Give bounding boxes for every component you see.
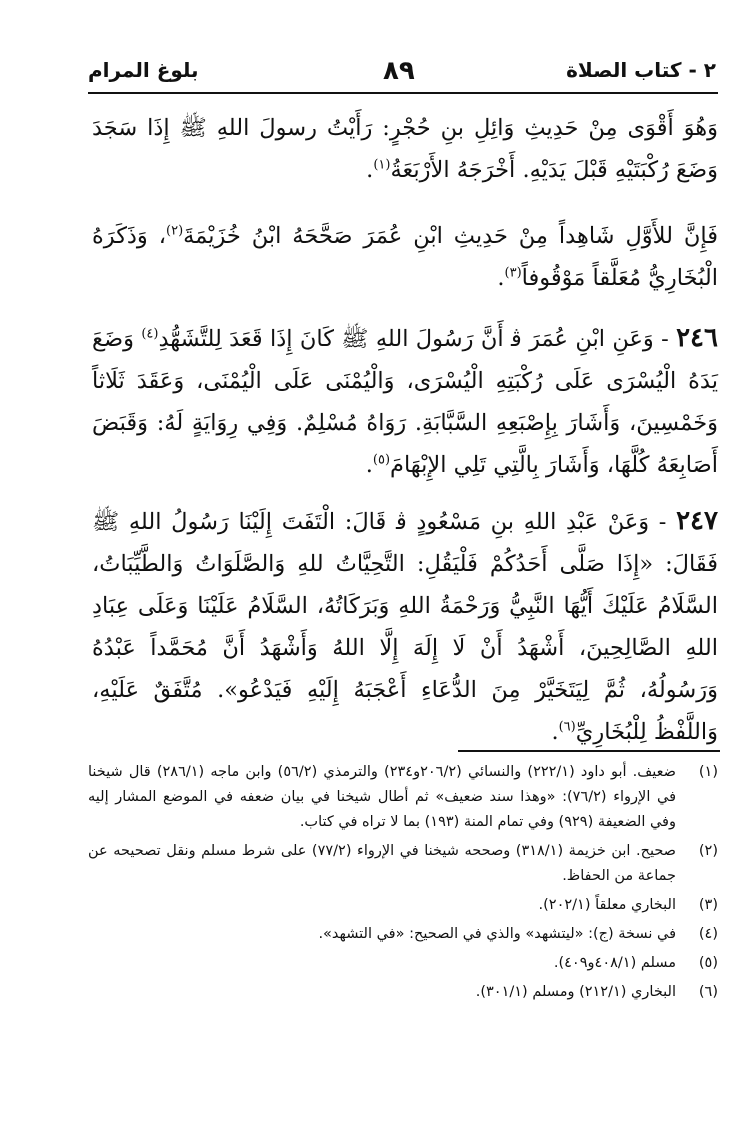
footnote-text: صحيح. ابن خزيمة (٣١٨/١) وصححه شيخنا في الإرواء (٧٧/٢) على شرط مسلم ونقل تصحيحه عن جماعة من الحفاظ. [88, 843, 676, 884]
hadith-text: - وَعَنِ ابْنِ عُمَرَ ﭬ أَنَّ رَسُولَ اللهِ ﷺ كَانَ إِذَا قَعَدَ لِلتَّشَهُّدِ [158, 326, 677, 352]
footnote-number: (٢) [698, 843, 718, 859]
footnote-number: (٥) [698, 955, 718, 971]
paragraph-text: فَإِنَّ للأَوَّلِ شَاهِداً مِنْ حَدِيثِ ابْنِ عُمَرَ صَحَّحَهُ ابْنُ خُزَيْمَةَ [183, 223, 719, 249]
footnote-divider [458, 750, 720, 752]
paragraph-1: وَهُوَ أَقْوَى مِنْ حَدِيثِ وَائِلِ بنِ حُجْرٍ: رَأَيْتُ رسولَ اللهِ ﷺ إِذَا سَجَدَ وَضَعَ رُكْبَتَيْهِ قَبْلَ يَدَيْهِ. أَخْرَجَهُ الأَرْبَعَةُ$^{(١)}$. [92, 115, 718, 183]
footnote-ref: (٥) [372, 452, 391, 468]
footnote-ref: (٣) [504, 265, 522, 281]
footnote-item [88, 980, 718, 1005]
hadith-247 [92, 500, 718, 753]
paragraph-end: . [551, 719, 559, 745]
paragraph-end: . [365, 452, 373, 478]
footnote-ref: (٢) [166, 223, 184, 239]
footnote-ref: (١) [373, 157, 391, 173]
header-divider [88, 92, 718, 94]
page-number: ٨٩ [383, 56, 415, 86]
paragraph-end: . [497, 265, 505, 291]
footnote-item [88, 760, 718, 835]
footnote-text: في نسخة (ج): «ليتشهد» والذي في الصحيح: «في التشهد». [318, 926, 676, 942]
footnote-item [88, 893, 718, 918]
footnotes [88, 760, 718, 1009]
paragraph-2 [92, 215, 718, 299]
footnote-item [88, 951, 718, 976]
hadith-246 [92, 317, 718, 486]
hadith-number: ٢٤٦ [676, 323, 718, 353]
page-header [88, 58, 716, 94]
footnote-number: (٦) [698, 984, 718, 1000]
footnote-text: ضعيف. أبو داود (٢٢٢/١) والنسائي (٢٠٦/٢و٢٣٤) والترمذي (٥٦/٢) وابن ماجه (٢٨٦/١) قال شيخنا في الإرواء (٧٦/٢): «وهذا سند ضعيف» ثم أطال شيخنا في بيان ضعفه في الموضع المشار إليه وفي الضعيفة (٩٢٩) وفي تمام المنة (١٩٣) بما لا تراه في كتاب. [88, 764, 677, 830]
book-title: بلوغ المرام [88, 58, 199, 82]
footnote-ref: (٤) [141, 326, 159, 342]
hadith-text: وَضَعَ يَدَهُ الْيُسْرَى عَلَى رُكْبَتِهِ الْيُسْرَى، وَالْيُمْنَى عَلَى الْيُمْنَى، وَعَقَدَ ثَلَاثاً وَخَمْسِينَ، وَأَشَارَ بِإِصْبَعِهِ السَّبَّابَةِ. رَوَاهُ مُسْلِمٌ. وَفِي رِوَايَةٍ لَهُ: وَقَبَضَ أَصَابِعَهُ كُلَّهَا، وَأَشَارَ بِالَّتِي تَلِي الإِبْهَامَ [92, 326, 718, 478]
footnote-number: (١) [698, 764, 718, 780]
paragraph-text: وَهُوَ أَقْوَى مِنْ حَدِيثِ وَائِلِ بنِ حُجْرٍ: رَأَيْتُ رسولَ اللهِ ﷺ إِذَا سَجَدَ وَضَعَ رُكْبَتَيْهِ قَبْلَ يَدَيْهِ. أَخْرَجَهُ الأَرْبَعَةُ [92, 115, 718, 183]
paragraph-text: ، وَذَكَرَهُ الْبُخَارِيُّ مُعَلَّقاً مَوْقُوفاً [92, 223, 718, 291]
hadith-text: - وَعَنْ عَبْدِ اللهِ بنِ مَسْعُودٍ ﭬ قَالَ: الْتَفَتَ إِلَيْنَا رَسُولُ اللهِ ﷺ فَقَالَ: «إِذَا صَلَّى أَحَدُكُمْ فَلْيَقُلِ: التَّحِيَّاتُ للهِ وَالصَّلَوَاتُ وَالطَّيِّبَاتُ، السَّلَامُ عَلَيْكَ أَيُّهَا النَّبِيُّ وَرَحْمَةُ اللهِ وَبَرَكَاتُهُ، السَّلَامُ عَلَيْنَا وَعَلَى عِبَادِ اللهِ الصَّالِحِينَ، أَشْهَدُ أَنْ لَا إِلَهَ إِلَّا اللهُ وَأَشْهَدُ أَنَّ مُحَمَّداً عَبْدُهُ وَرَسُولُهُ، ثُمَّ لِيَتَخَيَّرْ مِنَ الدُّعَاءِ أَعْجَبَهُ إِلَيْهِ فَيَدْعُو». مُتَّفَقٌ عَلَيْهِ، وَاللَّفْظُ لِلْبُخَارِيِّ [92, 509, 718, 745]
footnote-number: (٤) [698, 926, 718, 942]
footnote-item [88, 839, 718, 889]
hadith-number: ٢٤٧ [676, 506, 718, 536]
footnote-text: البخاري (٢١٢/١) ومسلم (٣٠١/١). [475, 984, 676, 1000]
footnote-text: البخاري معلقاً (٢٠٢/١). [538, 897, 676, 913]
footnote-ref: (٦) [558, 719, 576, 735]
chapter-title: ٢ - كتاب الصلاة [566, 58, 716, 82]
footnote-text: مسلم (٤٠٨/١و٤٠٩). [553, 955, 676, 971]
footnote-number: (٣) [698, 897, 718, 913]
footnote-item [88, 922, 718, 947]
